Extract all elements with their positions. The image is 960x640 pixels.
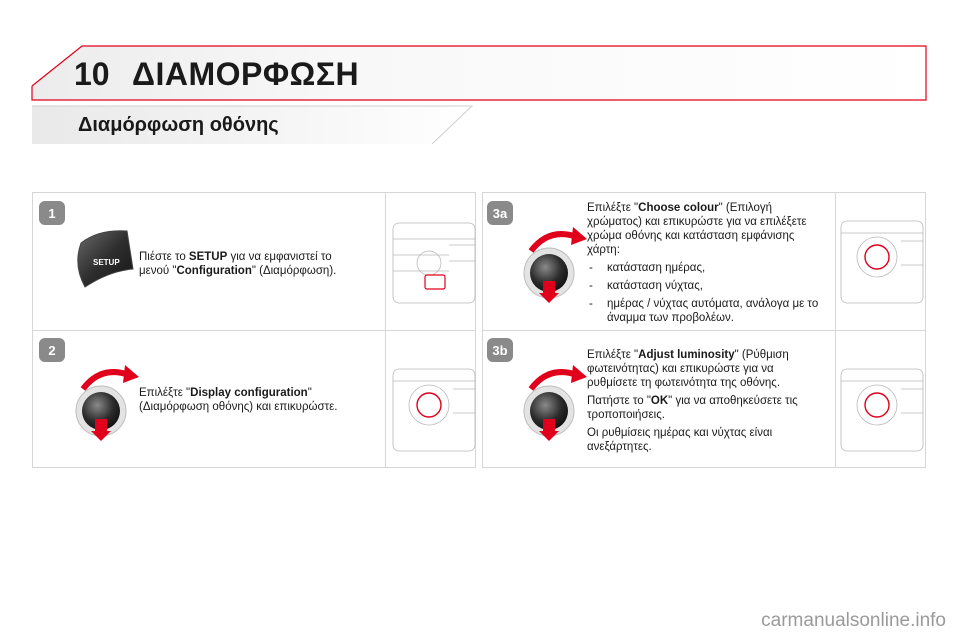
chapter-title: ΔΙΑΜΟΡΦΩΣΗ [132,56,360,92]
step3b-text: Επιλέξτε "Adjust luminosity" (Ρύθμιση φωτεινότητας) και επικυρώστε για να ρυθμίσετε τη φωτεινότητα της οθόνης. Πατήστε το "OK" για να αποθηκεύσετε τις τροποποιήσεις. Οι ρυθμίσεις ημέρας και νύχτας είναι ανεξάρτητες. [587,349,798,453]
step-badge-3b: 3b [487,338,513,362]
setup-button-label: SETUP [93,258,120,267]
console-thumbnail-icon [389,215,477,311]
setup-button-icon [69,225,139,291]
rotary-knob-icon [521,223,593,303]
list-item: - ημέρας / νύχτας αυτόματα, ανάλογα με το άναμμα των προβολέων. [587,297,823,325]
step-badge-2: 2 [39,338,65,362]
step1-text: Πιέστε το SETUP για να εμφανιστεί το μενού "Configuration" (Διαμόρφωση). [139,251,337,277]
section-title: Διαμόρφωση οθόνης [78,114,279,136]
step3a-text: Επιλέξτε "Choose colour" (Επιλογή χρώματος) και επικυρώστε για να επιλέξετε χρώμα οθόνης και κατάσταση εμφάνισης χάρτη: - κατάσταση ημέρας, - κατάσταση νύχτας, - ημέρας / νύχτας αυτόματα, ανάλογα με το άναμμα των προβολέων. [587,201,823,329]
rotary-knob-icon [73,361,145,441]
chapter-number: 10 [74,56,110,92]
panel-divider [483,330,925,331]
step-badge-3a: 3a [487,201,513,225]
panel-divider [385,193,386,467]
console-thumbnail-icon [389,363,477,459]
step-badge-1: 1 [39,201,65,225]
display-mode-list [587,261,823,325]
panel-divider [835,193,836,467]
steps-panel-left [32,192,476,468]
rotary-knob-icon [521,361,593,441]
console-thumbnail-icon [837,215,925,311]
watermark: carmanualsonline.info [761,610,946,631]
console-thumbnail-icon [837,363,925,459]
list-item: - κατάσταση νύχτας, [587,279,823,293]
steps-panel-right [482,192,926,468]
step2-text: Επιλέξτε "Display configuration" (Διαμόρφωση οθόνης) και επικυρώστε. [139,387,338,413]
panel-divider [33,330,475,331]
list-item: - κατάσταση ημέρας, [587,261,823,275]
